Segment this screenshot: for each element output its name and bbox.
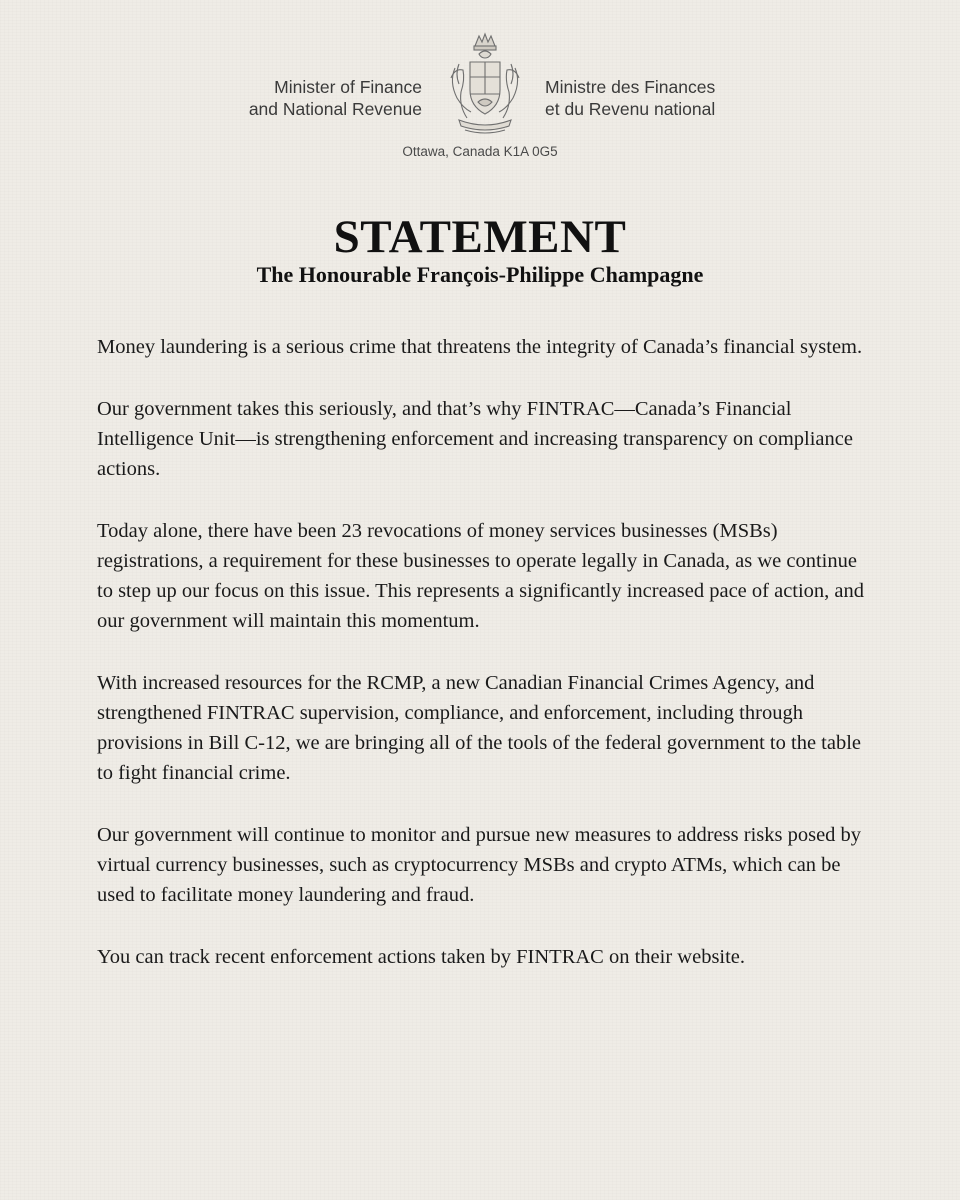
paragraph-6: You can track recent enforcement actions taken by FINTRAC on their website.	[97, 946, 746, 968]
ministry-name-english-line-1: Minister of Finance	[274, 77, 422, 97]
paragraph-4: With increased resources for the RCMP, a new Canadian Financial Crimes Agency, and strengthened FINTRAC supervision, compliance, and enforcement, including through provisions in Bill C-12, we are bringing all of the tools of the federal government to the table to fight financial crime.	[97, 672, 862, 784]
statement-title: STATEMENT	[333, 211, 627, 263]
ministry-name-french-line-2: et du Revenu national	[545, 99, 716, 119]
ministry-address: Ottawa, Canada K1A 0G5	[402, 144, 558, 159]
paragraph-5: Our government will continue to monitor and pursue new measures to address risks posed by virtual currency businesses, such as cryptocurrency MSBs and crypto ATMs, which can be used to facilitate money laundering and fraud.	[97, 824, 862, 906]
letterhead	[0, 28, 960, 168]
ministry-name-french	[545, 76, 715, 120]
ministry-name-french-line-1: Ministre des Finances	[545, 77, 716, 97]
paragraph-2: Our government takes this seriously, and that’s why FINTRAC—Canada’s Financial Intelligence Unit—is strengthening enforcement and increasing transparency on compliance actions.	[97, 398, 853, 480]
ministry-name-english	[249, 76, 422, 120]
statement-subtitle: The Honourable François-Philippe Champagne	[256, 262, 704, 287]
paragraph-1: Money laundering is a serious crime that threatens the integrity of Canada’s financial system.	[97, 336, 863, 358]
statement-body	[97, 332, 877, 1004]
paragraph-3: Today alone, there have been 23 revocations of money services businesses (MSBs) registrations, a requirement for these businesses to operate legally in Canada, as we continue to step up our focus on this issue. This represents a significantly increased pace of action, and our government will maintain this momentum.	[97, 520, 865, 632]
coat-of-arms-icon	[445, 32, 525, 136]
ministry-name-english-line-2: and National Revenue	[248, 99, 422, 119]
